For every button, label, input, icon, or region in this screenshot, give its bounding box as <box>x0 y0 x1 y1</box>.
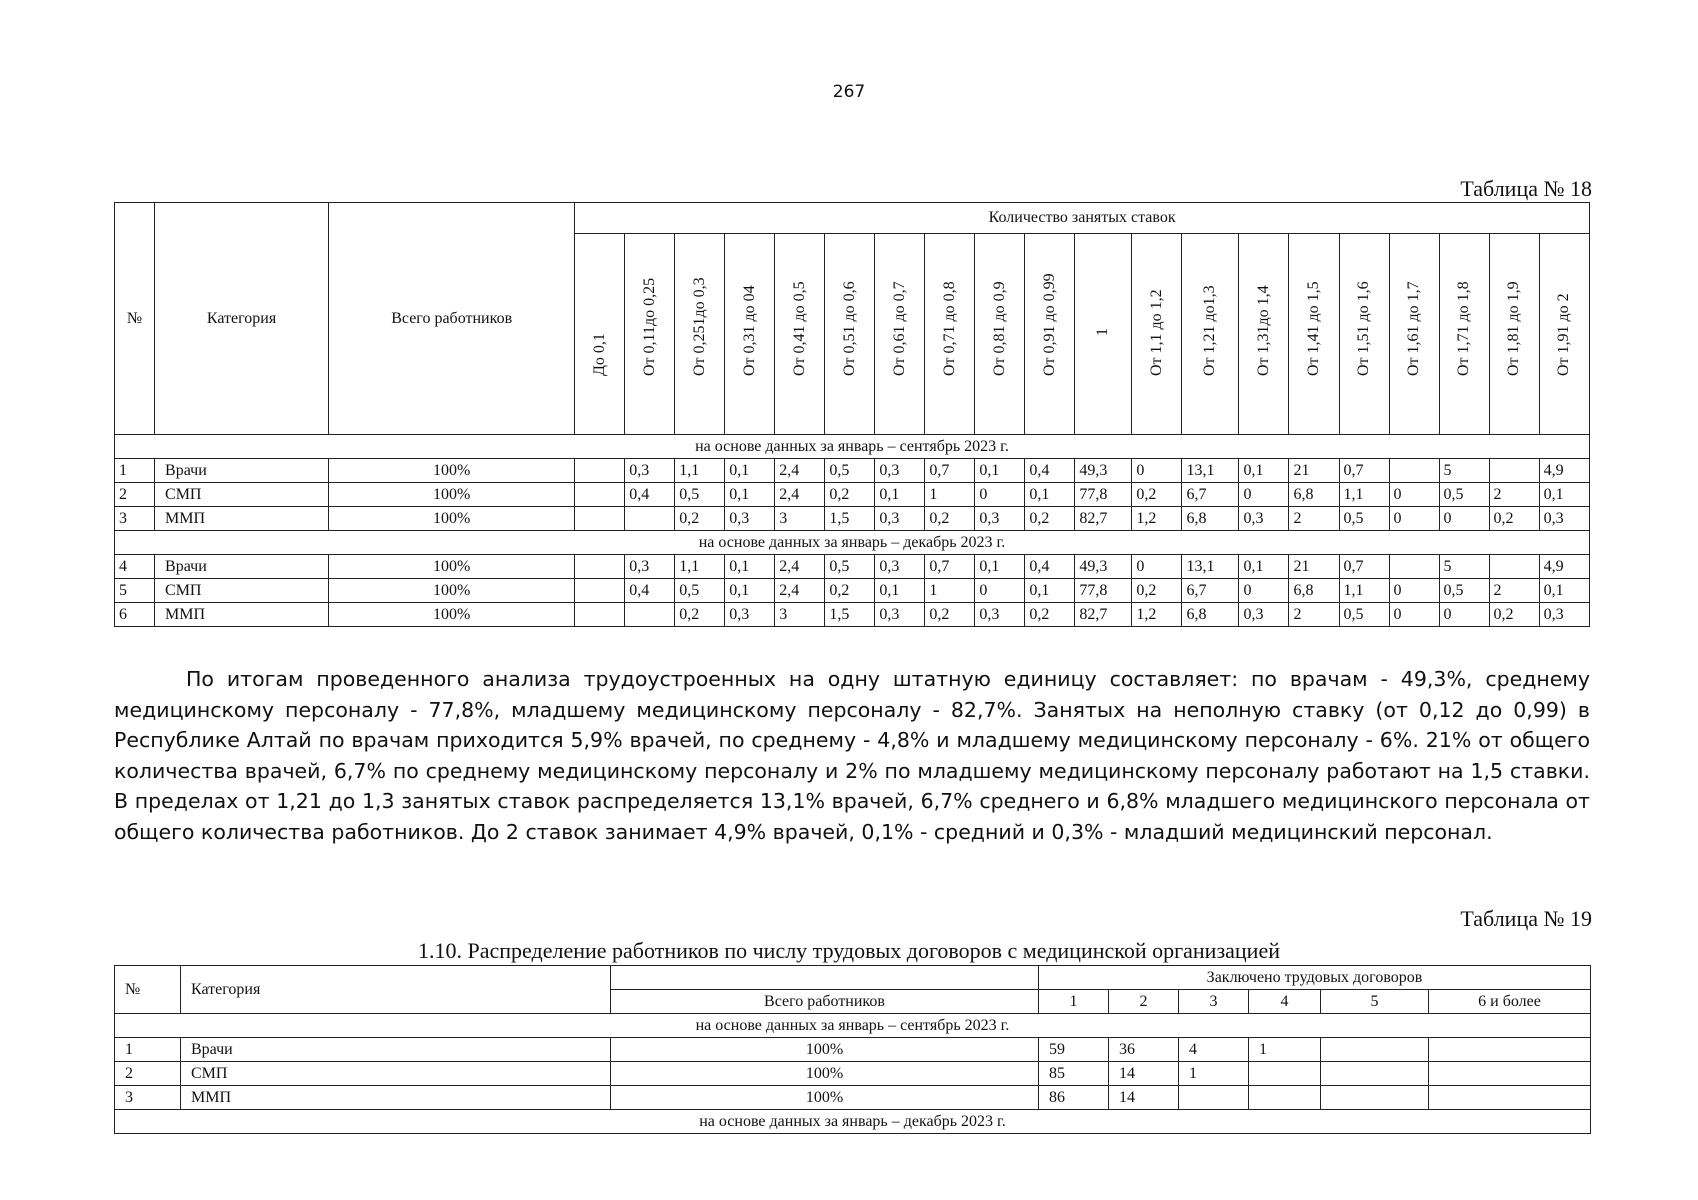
t18-rate-col <box>1025 234 1075 435</box>
t18-row <box>115 483 1590 507</box>
t19-cell-num: 2 <box>115 1062 181 1086</box>
t18-cell-value: 0,4 <box>1025 555 1075 579</box>
t19-cell-value: 14 <box>1109 1062 1179 1086</box>
t18-cell-value: 0,3 <box>625 555 675 579</box>
t18-cell-value: 0,3 <box>875 459 925 483</box>
t18-cell-value: 0 <box>1132 459 1182 483</box>
t18-cell-value: 0,3 <box>1539 603 1589 627</box>
t18-rate-label: От 0,61 до 0,7 <box>890 281 908 376</box>
table19-caption: Таблица № 19 <box>1460 906 1592 931</box>
t18-cell-value: 2,4 <box>775 483 825 507</box>
t18-cell-value: 0,2 <box>1132 579 1182 603</box>
t18-cell-value: 0,2 <box>925 603 975 627</box>
t18-cell-category: СМП <box>155 483 329 507</box>
t18-rate-label: От 0,81 до 0,9 <box>990 281 1008 376</box>
t19-cell-value <box>1179 1086 1249 1110</box>
t18-rate-label: От 1,91 до 2 <box>1555 293 1573 376</box>
t18-cell-value: 0,3 <box>1239 507 1289 531</box>
t18-cell-value: 21 <box>1289 459 1339 483</box>
t19-cell-value <box>1321 1038 1429 1062</box>
t18-cell-value: 0,1 <box>1239 555 1289 579</box>
t18-cell-value <box>625 507 675 531</box>
t18-rate-col <box>675 234 725 435</box>
t18-cell-value: 0,7 <box>925 459 975 483</box>
t18-cell-value: 6,8 <box>1289 483 1339 507</box>
t18-cell-value: 4,9 <box>1539 459 1589 483</box>
t18-cell-num: 2 <box>115 483 155 507</box>
t18-cell-value: 0,7 <box>925 555 975 579</box>
t18-cell-value: 0,1 <box>1539 579 1589 603</box>
t18-rate-label: От 0,31 до 04 <box>740 285 758 376</box>
t18-rate-label: От 1,71 до 1,8 <box>1455 281 1473 376</box>
t18-cell-num: 5 <box>115 579 155 603</box>
t18-section-row <box>115 531 1590 555</box>
t18-cell-value: 77,8 <box>1075 579 1132 603</box>
t18-cell-value: 0,2 <box>825 483 875 507</box>
t18-rate-label: От 1,31до 1,4 <box>1254 285 1272 376</box>
t18-cell-value: 0 <box>975 579 1025 603</box>
t18-cell-value: 0,3 <box>875 603 925 627</box>
t18-cell-value: 0,1 <box>725 483 775 507</box>
t18-cell-value: 49,3 <box>1075 459 1132 483</box>
t19-cell-category: ММП <box>181 1086 611 1110</box>
t18-cell-value: 6,7 <box>1182 483 1239 507</box>
t18-cell-value: 0,1 <box>725 459 775 483</box>
t18-cell-category: ММП <box>155 603 329 627</box>
t18-cell-value: 0 <box>1439 603 1489 627</box>
t19-contract-col: 2 <box>1109 990 1179 1014</box>
t19-section-label: на основе данных за январь – сентябрь 2023 г. <box>115 1014 1591 1038</box>
t19-contract-col: 3 <box>1179 990 1249 1014</box>
t18-cell-value <box>1489 555 1539 579</box>
t18-cell-total: 100% <box>329 507 575 531</box>
t19-cell-value <box>1249 1062 1321 1086</box>
t18-rate-label: От 0,71 до 0,8 <box>940 281 958 376</box>
t18-col-num: № <box>115 203 155 435</box>
t19-row <box>115 1038 1591 1062</box>
t18-cell-value: 1,2 <box>1132 507 1182 531</box>
t18-rate-label: От 1,51 до 1,6 <box>1355 281 1372 376</box>
t18-cell-value <box>575 579 625 603</box>
t18-cell-value: 1,5 <box>825 603 875 627</box>
t19-cell-value: 36 <box>1109 1038 1179 1062</box>
t18-section-label: на основе данных за январь – декабрь 2023 г. <box>115 531 1590 555</box>
t18-cell-value: 3 <box>775 603 825 627</box>
t19-cell-total: 100% <box>611 1086 1039 1110</box>
t19-section-row <box>115 1110 1591 1134</box>
t18-rate-col <box>925 234 975 435</box>
t19-row <box>115 1062 1591 1086</box>
t18-rate-label: От 1,61 до 1,7 <box>1405 281 1423 376</box>
t18-cell-value: 0,4 <box>625 579 675 603</box>
t18-cell-value: 1,1 <box>1339 483 1389 507</box>
t18-cell-category: СМП <box>155 579 329 603</box>
t18-cell-value: 0,1 <box>975 459 1025 483</box>
t19-cell-value: 86 <box>1039 1086 1109 1110</box>
t18-rate-label: 1 <box>1094 328 1112 336</box>
t18-cell-value: 2 <box>1489 483 1539 507</box>
analysis-paragraph: По итогам проведенного анализа трудоустроенных на одну штатную единицу составляет: по врачам - 49,3%, среднему медицинскому персоналу - 77,8%, младшему медицинскому персоналу - 82,7%. Занятых на неполную ставку (от 0,12 до 0,99) в Республике Алтай по врачам приходится 5,9% врачей, по среднему - 4,8% и младшему медицинскому персоналу - 6%. 21% от общего количества врачей, 6,7% по среднему медицинскому персоналу и 2% по младшему медицинскому персоналу работают на 1,5 ставки. В пределах от 1,21 до 1,3 занятых ставок распределяется 13,1% врачей, 6,7% среднего и 6,8% младшего медицинского персонала от общего количества работников. До 2 ставок занимает 4,9% врачей, 0,1% - средний и 0,3% - младший медицинский персонал. <box>114 667 1590 844</box>
t18-cell-value <box>625 603 675 627</box>
t18-cell-value <box>575 555 625 579</box>
table19-title: 1.10. Распределение работников по числу трудовых договоров с медицинской организацией <box>418 938 1280 963</box>
t18-cell-value: 0,2 <box>1025 507 1075 531</box>
t18-cell-value: 0,3 <box>975 507 1025 531</box>
t18-cell-category: Врачи <box>155 459 329 483</box>
t19-col-total: Всего работников <box>611 990 1039 1014</box>
t18-rate-col <box>975 234 1025 435</box>
t18-cell-value: 0,3 <box>725 603 775 627</box>
t18-rate-col <box>1539 234 1589 435</box>
t18-col-category: Категория <box>155 203 329 435</box>
t18-cell-value: 0,1 <box>1239 459 1289 483</box>
t19-contract-col: 6 и более <box>1429 990 1591 1014</box>
t18-cell-value: 0,3 <box>725 507 775 531</box>
t18-cell-value: 0,5 <box>825 555 875 579</box>
t18-rate-label: От 0,91 до 0,99 <box>1040 273 1058 376</box>
table-18 <box>114 202 1590 627</box>
t18-cell-value: 0,5 <box>675 483 725 507</box>
t18-cell-value: 0,2 <box>1489 603 1539 627</box>
t18-cell-value: 2,4 <box>775 459 825 483</box>
t18-cell-value: 0 <box>1239 483 1289 507</box>
t18-col-total: Всего работников <box>329 203 575 435</box>
t18-cell-value: 0 <box>1389 507 1439 531</box>
t18-cell-value <box>1389 459 1439 483</box>
t18-cell-value: 0,4 <box>625 483 675 507</box>
table18-caption: Таблица № 18 <box>1460 176 1592 201</box>
t18-cell-value: 0,5 <box>1439 483 1489 507</box>
t19-cell-num: 3 <box>115 1086 181 1110</box>
t18-cell-value: 6,7 <box>1182 579 1239 603</box>
t19-cell-value <box>1321 1086 1429 1110</box>
t19-col-category: Категория <box>181 966 611 1014</box>
t18-cell-value: 6,8 <box>1182 507 1239 531</box>
t18-cell-value: 0,2 <box>675 507 725 531</box>
t18-cell-value: 49,3 <box>1075 555 1132 579</box>
t19-cell-value <box>1429 1086 1591 1110</box>
t18-cell-value: 0,1 <box>725 579 775 603</box>
t19-col-num: № <box>115 966 181 1014</box>
t18-cell-value <box>1489 459 1539 483</box>
t18-cell-value: 0 <box>975 483 1025 507</box>
t18-rate-label: От 1,81 до 1,9 <box>1505 281 1523 376</box>
t18-cell-total: 100% <box>329 483 575 507</box>
t19-cell-total: 100% <box>611 1062 1039 1086</box>
t18-cell-value: 0,1 <box>975 555 1025 579</box>
t18-cell-value: 77,8 <box>1075 483 1132 507</box>
t18-cell-value <box>575 483 625 507</box>
t18-cell-value: 0,3 <box>625 459 675 483</box>
t18-rate-col <box>1389 234 1439 435</box>
t18-rate-col <box>775 234 825 435</box>
t18-row <box>115 555 1590 579</box>
t18-cell-value: 0,2 <box>1025 603 1075 627</box>
t18-row <box>115 579 1590 603</box>
t18-rate-label: От 1,21 до1,3 <box>1201 285 1219 376</box>
t18-cell-value: 13,1 <box>1182 555 1239 579</box>
t18-cell-value: 0,2 <box>825 579 875 603</box>
t19-cell-num: 1 <box>115 1038 181 1062</box>
t18-rate-label: До 0,1 <box>590 333 608 376</box>
t18-cell-value: 1,5 <box>825 507 875 531</box>
t18-section-row <box>115 435 1590 459</box>
t18-cell-value: 0,3 <box>975 603 1025 627</box>
t18-cell-value: 82,7 <box>1075 603 1132 627</box>
t19-cell-value <box>1429 1062 1591 1086</box>
t18-cell-value: 0,3 <box>875 507 925 531</box>
t18-cell-total: 100% <box>329 459 575 483</box>
t18-rate-col <box>1132 234 1182 435</box>
t18-rate-label: От 1,1 до 1,2 <box>1147 289 1165 376</box>
t18-rate-label: От 1,41 до 1,5 <box>1304 281 1322 376</box>
t18-cell-value: 5 <box>1439 459 1489 483</box>
t18-rate-col <box>1439 234 1489 435</box>
t18-cell-value: 2 <box>1289 603 1339 627</box>
t18-cell-value: 0,1 <box>725 555 775 579</box>
t19-contract-col: 5 <box>1321 990 1429 1014</box>
t18-rate-col <box>625 234 675 435</box>
t18-cell-total: 100% <box>329 603 575 627</box>
t18-cell-value: 0,3 <box>1239 603 1289 627</box>
page-number: 267 <box>832 82 866 102</box>
t19-cell-value: 1 <box>1249 1038 1321 1062</box>
t18-cell-value: 0,2 <box>1489 507 1539 531</box>
t18-rate-label: От 0,41 до 0,5 <box>790 281 808 376</box>
t18-cell-num: 6 <box>115 603 155 627</box>
t18-cell-value: 1 <box>925 483 975 507</box>
t18-rate-col <box>825 234 875 435</box>
t18-rate-col <box>1239 234 1289 435</box>
t18-cell-total: 100% <box>329 555 575 579</box>
t18-cell-value: 0,5 <box>1439 579 1489 603</box>
t18-cell-value: 21 <box>1289 555 1339 579</box>
t18-cell-value: 0,5 <box>675 579 725 603</box>
t18-cell-value: 0,1 <box>1539 483 1589 507</box>
t18-cell-value <box>1389 555 1439 579</box>
t18-rate-col <box>1182 234 1239 435</box>
t18-rate-col <box>1489 234 1539 435</box>
t18-cell-value: 0,2 <box>675 603 725 627</box>
t18-cell-value: 0,1 <box>875 579 925 603</box>
t18-cell-value: 0 <box>1389 483 1439 507</box>
t18-cell-value: 0,5 <box>1339 507 1389 531</box>
t18-cell-value: 82,7 <box>1075 507 1132 531</box>
t19-cell-value: 4 <box>1179 1038 1249 1062</box>
t18-cell-value: 4,9 <box>1539 555 1589 579</box>
t18-cell-value: 1,2 <box>1132 603 1182 627</box>
t18-cell-value: 0 <box>1389 579 1439 603</box>
t18-rate-label: От 0,51 до 0,6 <box>840 281 858 376</box>
t18-rate-label: От 0,251до 0,3 <box>690 277 708 376</box>
t19-section-row <box>115 1014 1591 1038</box>
t18-cell-value: 0,5 <box>1339 603 1389 627</box>
t18-cell-value: 0,7 <box>1339 555 1389 579</box>
t18-cell-value: 6,8 <box>1289 579 1339 603</box>
t18-rate-col <box>1075 234 1132 435</box>
t18-section-label: на основе данных за январь – сентябрь 2023 г. <box>115 435 1590 459</box>
t19-cell-value: 85 <box>1039 1062 1109 1086</box>
t18-cell-value: 0 <box>1389 603 1439 627</box>
t19-section-label: на основе данных за январь – декабрь 2023 г. <box>115 1110 1591 1134</box>
t19-row <box>115 1086 1591 1110</box>
t18-cell-value: 0,2 <box>925 507 975 531</box>
t19-cell-value: 14 <box>1109 1086 1179 1110</box>
t18-cell-value: 0 <box>1239 579 1289 603</box>
t18-rate-col <box>725 234 775 435</box>
t18-cell-category: ММП <box>155 507 329 531</box>
t19-cell-category: Врачи <box>181 1038 611 1062</box>
t18-cell-value: 0,3 <box>875 555 925 579</box>
t18-cell-value: 0,7 <box>1339 459 1389 483</box>
t18-cell-total: 100% <box>329 579 575 603</box>
t18-cell-value <box>575 507 625 531</box>
t18-cell-category: Врачи <box>155 555 329 579</box>
t18-cell-value: 1 <box>925 579 975 603</box>
t18-row <box>115 603 1590 627</box>
t18-cell-value: 0,3 <box>1539 507 1589 531</box>
t18-rate-col <box>575 234 625 435</box>
t18-rate-col <box>1339 234 1389 435</box>
t18-cell-num: 3 <box>115 507 155 531</box>
t18-cell-value: 1,1 <box>1339 579 1389 603</box>
t18-cell-value: 2,4 <box>775 579 825 603</box>
t18-row <box>115 507 1590 531</box>
t18-row <box>115 459 1590 483</box>
t18-cell-value: 0,1 <box>1025 483 1075 507</box>
t18-cell-value: 3 <box>775 507 825 531</box>
t18-rate-col <box>1289 234 1339 435</box>
t18-cell-value: 0,1 <box>875 483 925 507</box>
t19-cell-value <box>1429 1038 1591 1062</box>
t18-cell-value: 0,5 <box>825 459 875 483</box>
t18-cell-value: 0,4 <box>1025 459 1075 483</box>
t18-cell-value <box>575 603 625 627</box>
t18-cell-value: 2 <box>1489 579 1539 603</box>
t19-cell-value <box>1249 1086 1321 1110</box>
t18-cell-value: 1,1 <box>675 555 725 579</box>
t18-cell-value: 0 <box>1132 555 1182 579</box>
t19-cell-category: СМП <box>181 1062 611 1086</box>
t18-cell-value: 0,2 <box>1132 483 1182 507</box>
t18-cell-value: 2,4 <box>775 555 825 579</box>
t18-cell-value: 1,1 <box>675 459 725 483</box>
t18-cell-value: 5 <box>1439 555 1489 579</box>
t19-contract-col: 4 <box>1249 990 1321 1014</box>
t18-cell-value: 13,1 <box>1182 459 1239 483</box>
t19-contract-col: 1 <box>1039 990 1109 1014</box>
t18-group-header: Количество занятых ставок <box>575 203 1590 234</box>
t18-cell-value: 0,1 <box>1025 579 1075 603</box>
t18-cell-num: 1 <box>115 459 155 483</box>
t18-cell-value: 6,8 <box>1182 603 1239 627</box>
t19-cell-value: 59 <box>1039 1038 1109 1062</box>
t18-cell-value <box>575 459 625 483</box>
t19-cell-value <box>1321 1062 1429 1086</box>
t18-rate-col <box>875 234 925 435</box>
t19-cell-total: 100% <box>611 1038 1039 1062</box>
t19-group-header: Заключено трудовых договоров <box>1039 966 1591 990</box>
t18-cell-num: 4 <box>115 555 155 579</box>
t18-cell-value: 0 <box>1439 507 1489 531</box>
t19-cell-value: 1 <box>1179 1062 1249 1086</box>
t18-cell-value: 2 <box>1289 507 1339 531</box>
t18-rate-label: От 0,11до 0,25 <box>640 277 658 376</box>
table-19 <box>114 965 1591 1134</box>
